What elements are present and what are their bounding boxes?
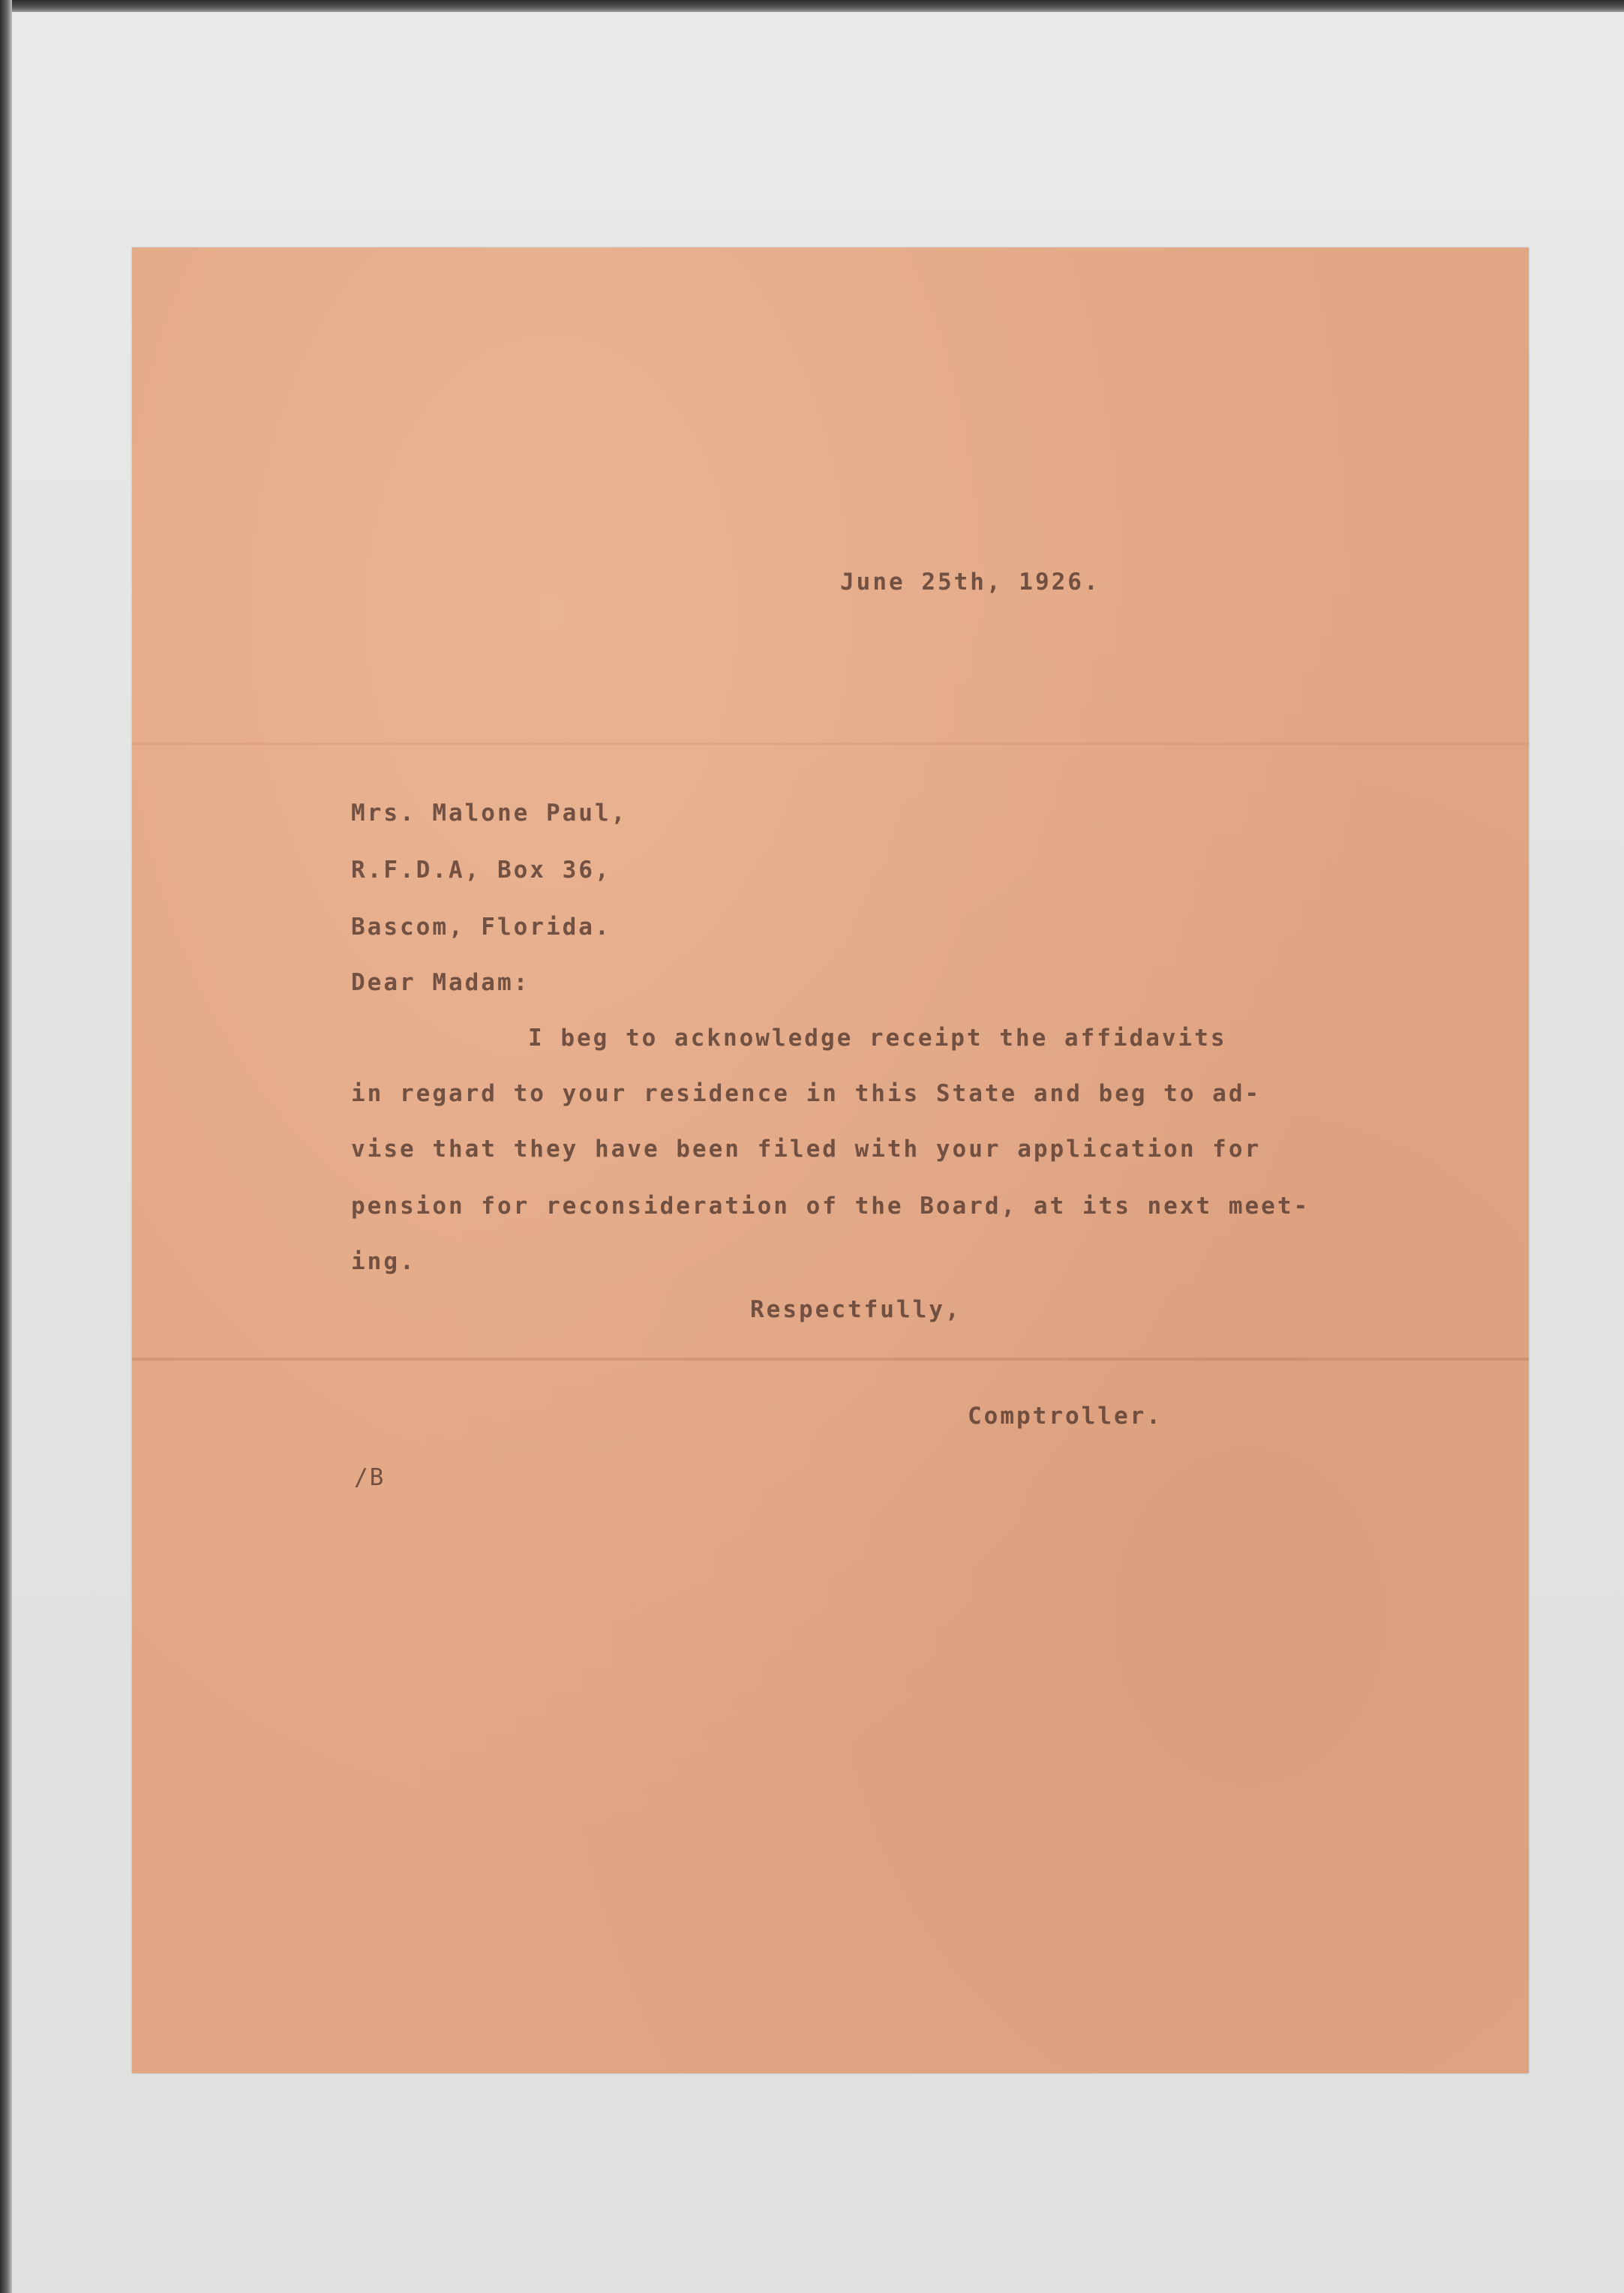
salutation: Dear Madam: — [351, 969, 530, 996]
body-line: pension for reconsideration of the Board, at its next meet- — [351, 1193, 1310, 1220]
letter-date: June 25th, 1926. — [840, 569, 1100, 596]
scanner-left-edge — [0, 0, 12, 2293]
letter-sheet — [132, 248, 1529, 2073]
body-line: ing. — [351, 1248, 416, 1275]
recipient-route: R.F.D.A, Box 36, — [351, 857, 611, 884]
closing: Respectfully, — [750, 1296, 962, 1323]
body-line: I beg to acknowledge receipt the affidavits — [528, 1025, 1227, 1052]
body-line: vise that they have been filed with your application for — [351, 1136, 1262, 1163]
recipient-name: Mrs. Malone Paul, — [351, 800, 628, 827]
body-line: in regard to your residence in this State and beg to ad- — [351, 1080, 1262, 1107]
typist-initials: /B — [354, 1464, 386, 1491]
recipient-city: Bascom, Florida. — [351, 914, 611, 941]
scanner-top-edge — [0, 0, 1624, 12]
signature-title: Comptroller. — [968, 1403, 1163, 1430]
paper-fold — [132, 1358, 1529, 1361]
paper-fold-upper — [132, 743, 1529, 745]
